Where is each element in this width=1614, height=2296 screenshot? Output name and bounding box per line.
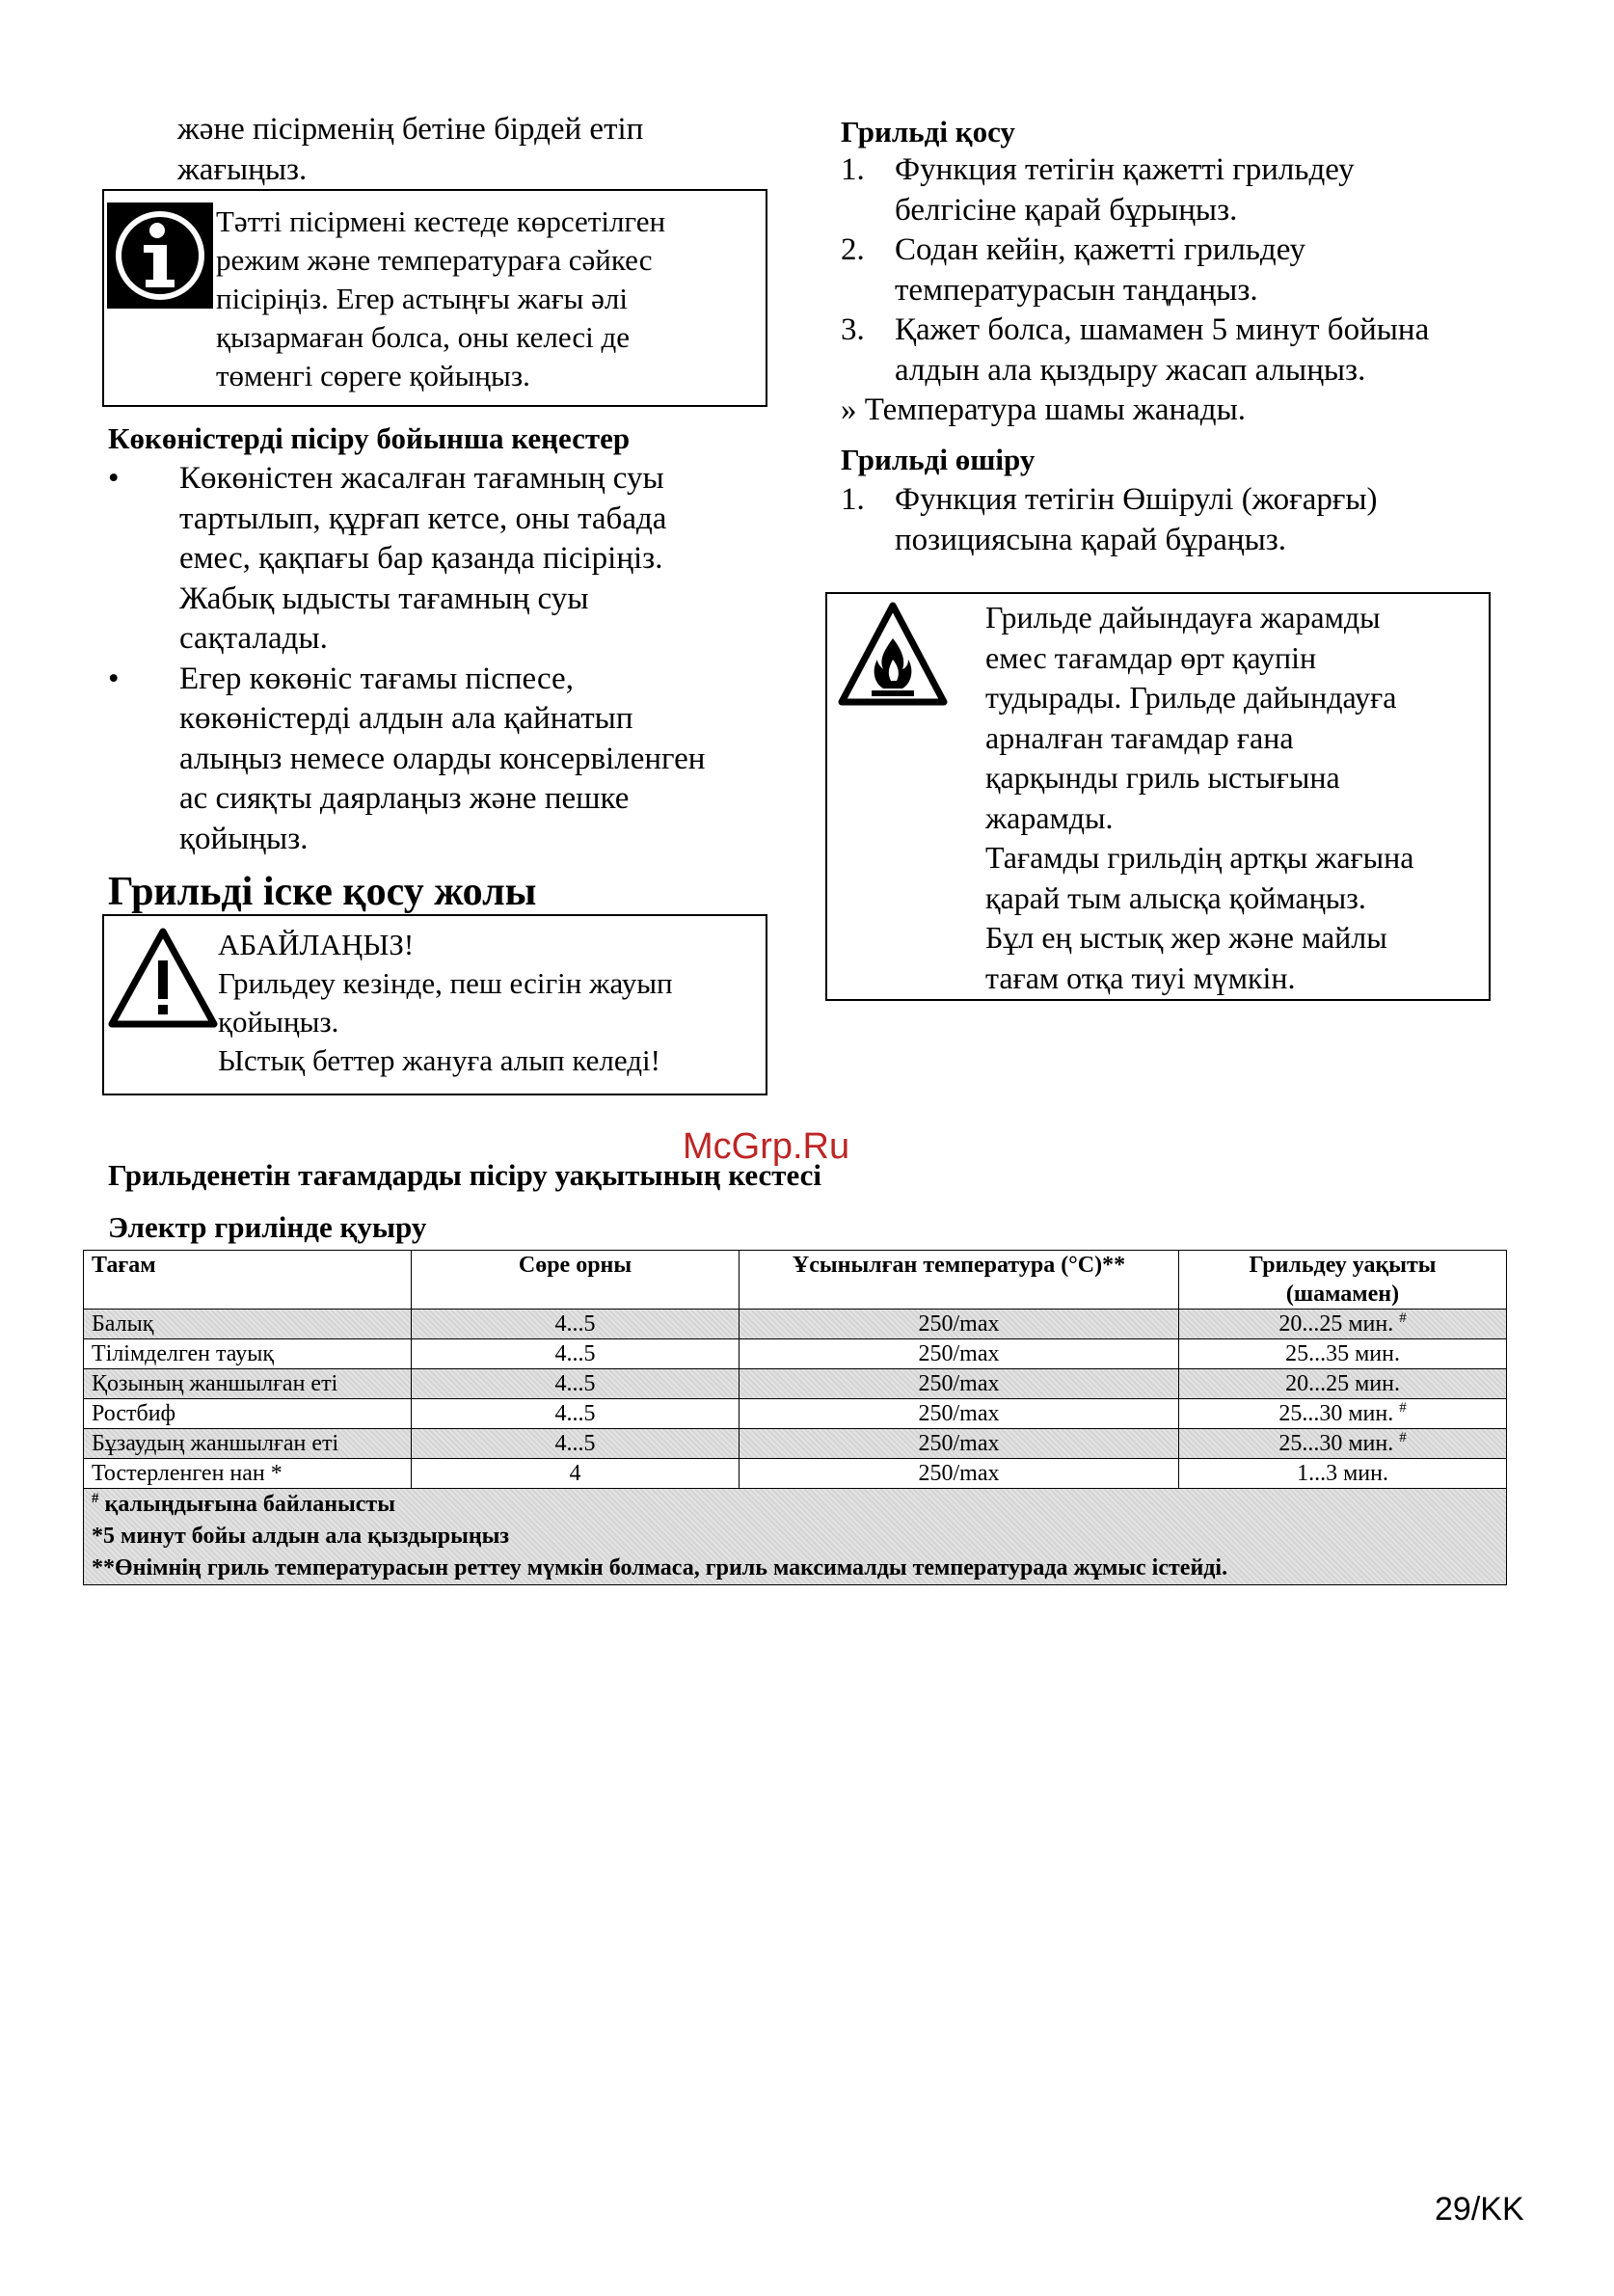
list-item: • Көкөністен жасалған тағамның суы тартылып, құрғап кетсе, оны табада емес, қақпағы бар қазанда пісіріңіз. Жабық ыдысты тағамның суы сақталады. xyxy=(108,461,667,656)
list-item: • Егер көкөніс тағамы піспесе, көкөністерді алдын ала қайнатып алыңыз немесе оларды консервіленген ас сияқты даярлаңыз және пешке қойыңыз. xyxy=(108,661,706,856)
grill-on-steps xyxy=(841,150,1516,431)
list-item: 2. Содан кейін, қажетті грильдеу температурасын таңдаңыз. xyxy=(841,232,1306,308)
header-time: Грильдеу уақыты (шамамен) xyxy=(1179,1251,1507,1310)
page-number: 29/KK xyxy=(1435,2191,1524,2228)
table-row: Бұзаудың жаншылған еті 4...5 250/max 25...30 мин. # xyxy=(84,1429,1507,1459)
section-title: Грильді іске қосу жолы xyxy=(108,870,537,914)
list-item: 1. Функция тетігін қажетті грильдеу белгісіне қарай бұрыңыз. xyxy=(841,152,1355,228)
table-row: Тостерленген нан * 4 250/max 1...3 мин. xyxy=(84,1459,1507,1489)
veg-tips-list xyxy=(108,459,783,859)
table-subtitle: Электр грилінде қуыру xyxy=(108,1210,427,1244)
grill-on-title: Грильді қосу xyxy=(841,115,1015,149)
veg-tips-title: Көкөністерді пісіру бойынша кеңестер xyxy=(108,421,631,455)
header-food: Тағам xyxy=(84,1251,412,1310)
fire-hazard-icon xyxy=(837,600,949,712)
table-row: Қозының жаншылған еті 4...5 250/max 20...25 мин. xyxy=(84,1369,1507,1399)
grill-off-steps xyxy=(841,480,1516,560)
info-icon xyxy=(107,203,213,309)
header-temp: Ұсынылған температура (°C)** xyxy=(740,1251,1179,1310)
table-notes-row xyxy=(84,1489,1507,1585)
list-item: 1. Функция тетігін Өшірулі (жоғарғы) позициясына қарай бұраңыз. xyxy=(841,482,1378,557)
watermark: McGrp.Ru xyxy=(683,1126,850,1167)
warning-box: АБАЙЛАҢЫЗ! Грильдеу кезінде, пеш есігін жауып қойыңыз. Ыстық беттер жануға алып келеді! xyxy=(102,914,767,1095)
grill-times-table xyxy=(83,1250,1507,1585)
table-row: Ростбиф 4...5 250/max 25...30 мин. # xyxy=(84,1399,1507,1429)
fire-warning-box: Грильде дайындауға жарамды емес тағамдар өрт қаупін тудырады. Грильде дайындауға арналған тағамдар ғана қарқынды гриль ыстығына жарамды. Тағамды грильдің артқы жағына қарай тым алысқа қоймаңыз. Бұл ең ыстық жер және майлы тағам отқа тиуі мүмкін. xyxy=(825,592,1491,1001)
table-note: # қалыңдығына байланысты xyxy=(92,1491,395,1517)
info-note-box: Тәтті пісірмені кестеде көрсетілген режим және температураға сәйкес пісіріңіз. Егер астыңғы жағы әлі қызармаған болса, оны келесі де төменгі сөреге қойыңыз. xyxy=(102,189,767,407)
grill-off-title: Грильді өшіру xyxy=(841,443,1036,476)
warning-icon xyxy=(108,928,218,1030)
step-result: » Температура шамы жанады. xyxy=(841,392,1246,427)
intro-text: және пісірменің бетіне бірдей етіп жағыңыз. xyxy=(177,112,644,187)
list-item: 3. Қажет болса, шамамен 5 минут бойына алдын ала қыздыру жасап алыңыз. xyxy=(841,312,1430,388)
table-title: Грильденетін тағамдарды пісіру уақытының кестесі xyxy=(108,1158,822,1192)
table-row: Балық 4...5 250/max 20...25 мин. # xyxy=(84,1310,1507,1339)
table-note: **Өнімнің гриль температурасын реттеу мүмкін болмаса, гриль максималды температурада жұмыс істейді. xyxy=(92,1555,1228,1580)
table-note: *5 минут бойы алдын ала қыздырыңыз xyxy=(92,1524,510,1549)
table-row: Тілімделген тауық 4...5 250/max 25...35 мин. xyxy=(84,1339,1507,1369)
table-header-row xyxy=(84,1251,1507,1310)
header-shelf: Сөре орны xyxy=(412,1251,740,1310)
